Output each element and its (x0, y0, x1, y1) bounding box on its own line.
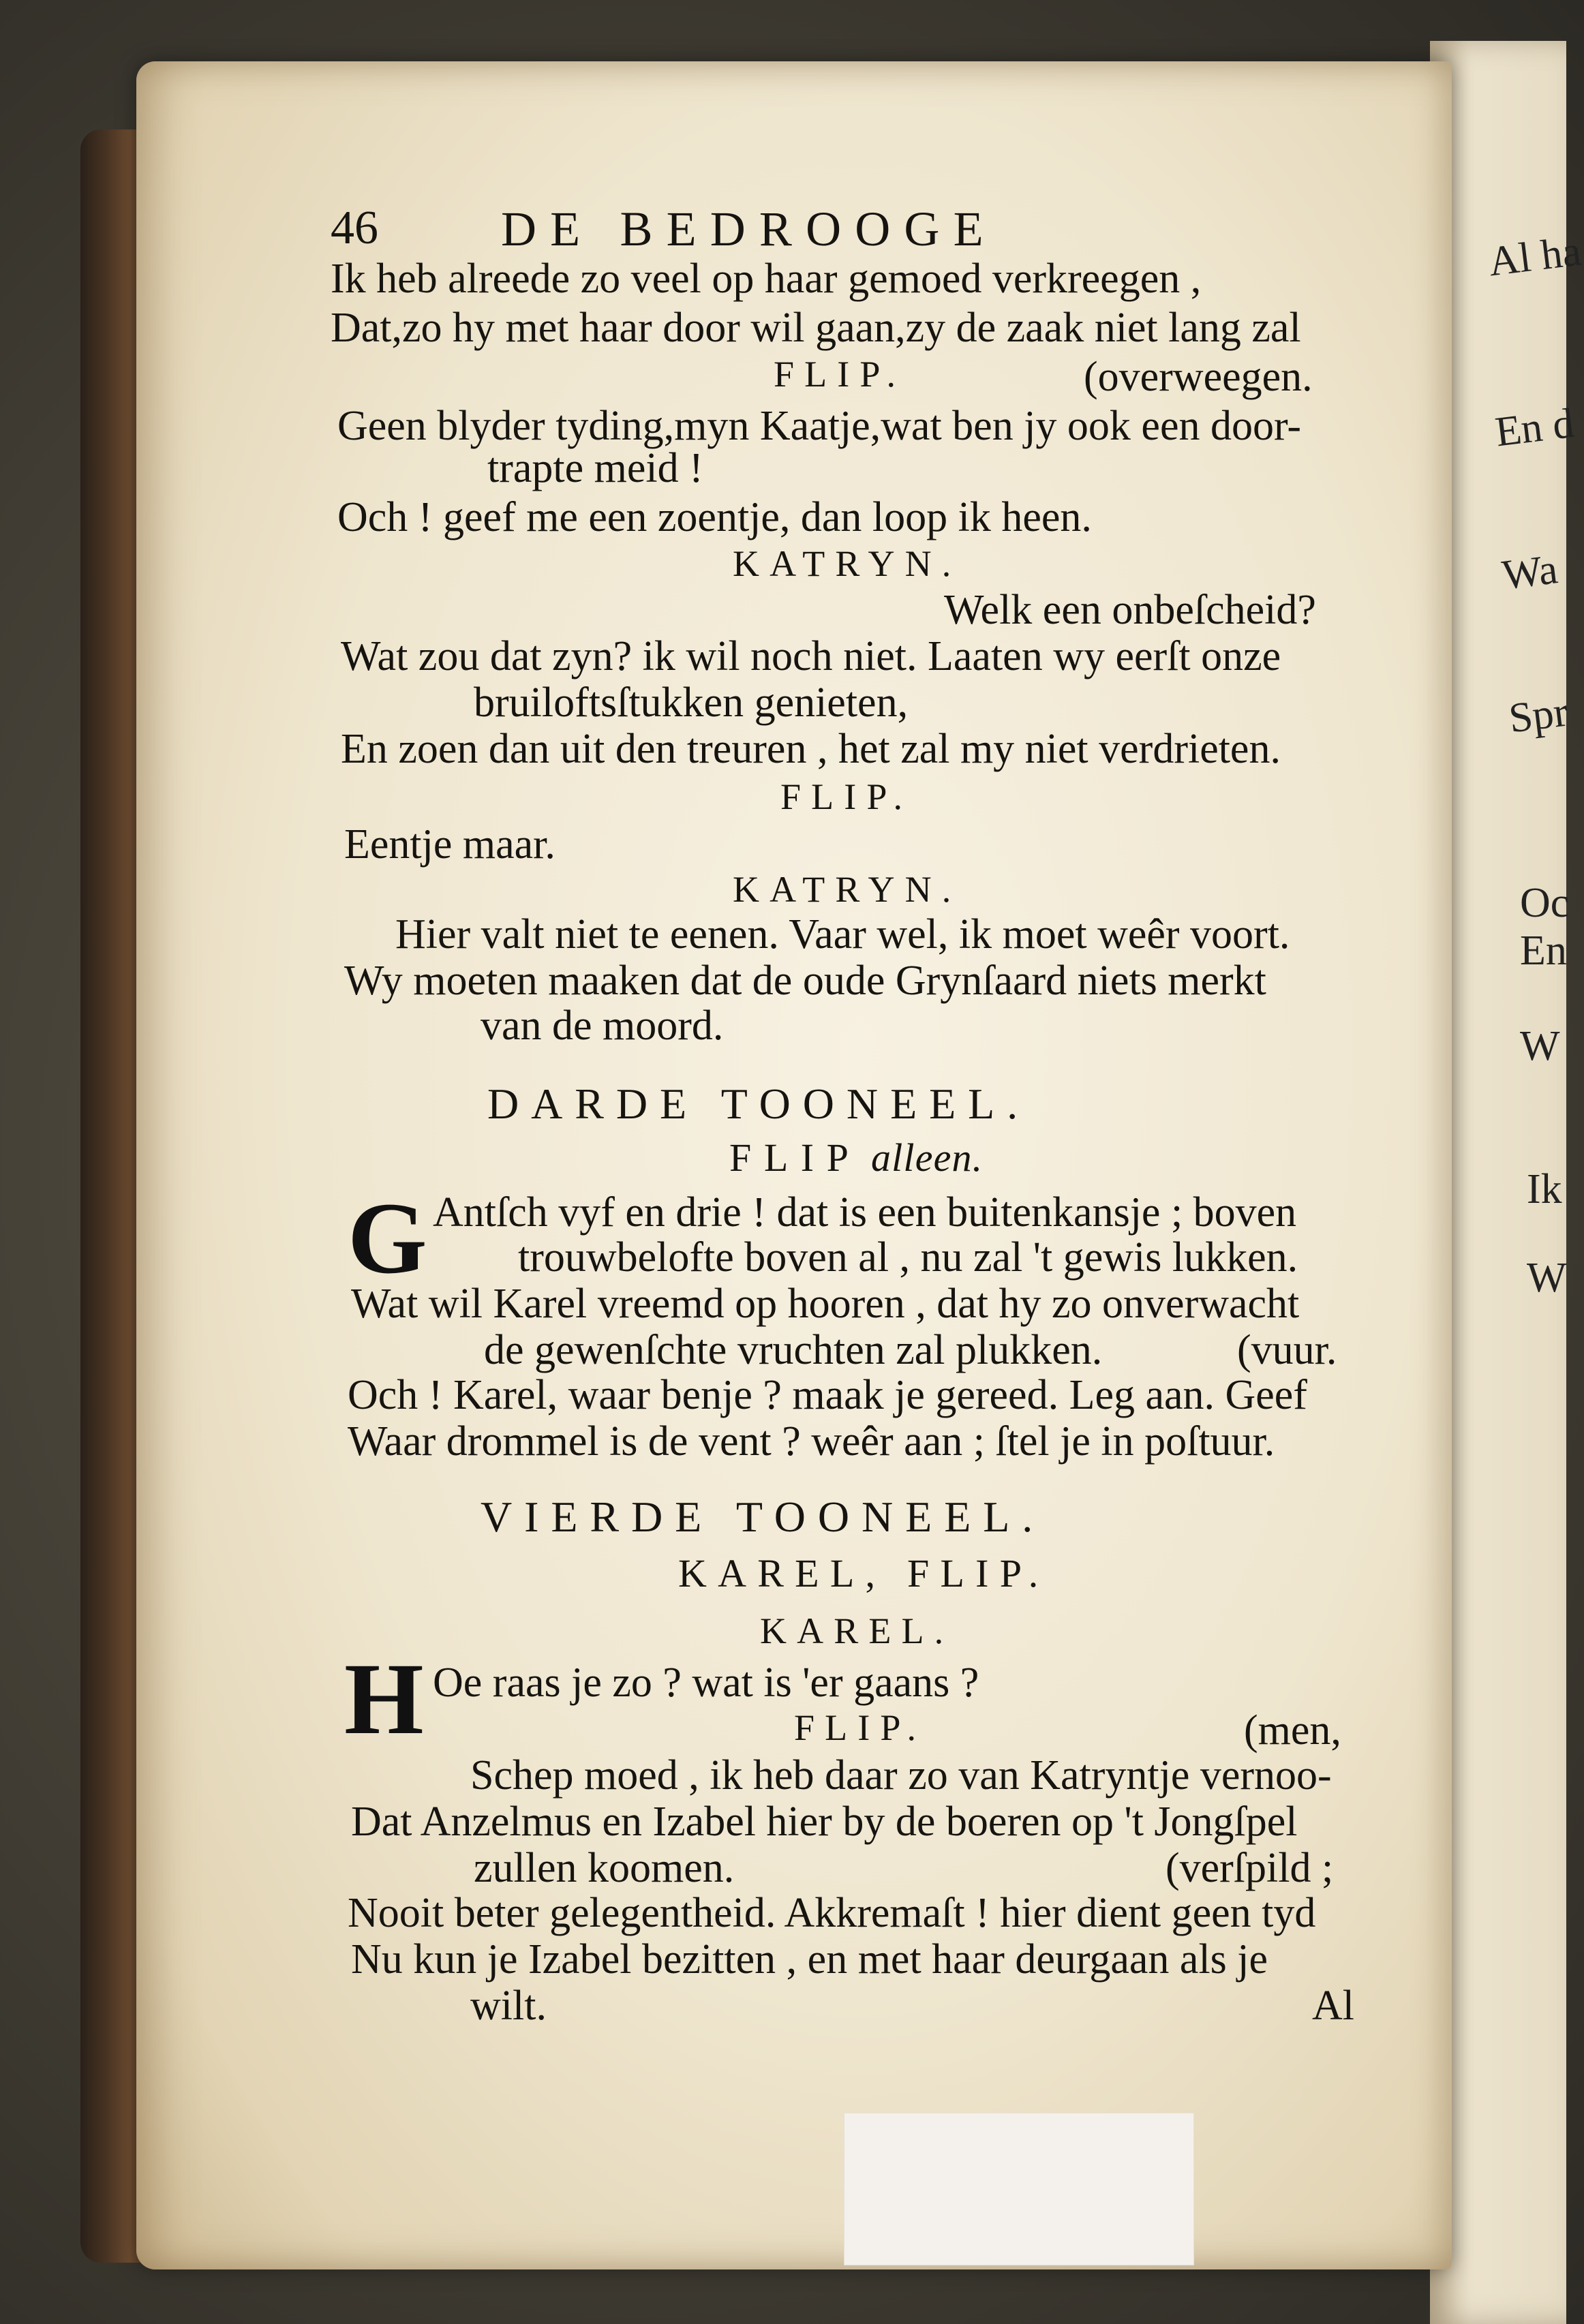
facing-page-fragment: Oc (1520, 880, 1570, 926)
library-label-patch (844, 2113, 1194, 2265)
verse-line: Nooit beter gelegentheid. Akkremaſt ! hier dient geen tyd (348, 1890, 1316, 1936)
page-number: 46 (331, 202, 378, 254)
verse-line: Wat wil Karel vreemd op hooren , dat hy zo onverwacht (351, 1281, 1300, 1327)
verse-line: Schep moed , ik heb daar zo van Katryntje vernoo- (470, 1752, 1332, 1799)
scene-heading: VIERDE TOONEEL. (481, 1493, 1046, 1541)
verse-line: wilt. (470, 1983, 547, 2029)
stage-direction: alleen. (871, 1135, 984, 1180)
facing-page-fragment: W (1520, 1023, 1560, 1069)
speaker-name: FLIP. (780, 776, 913, 817)
facing-page-fragment: Ik (1527, 1166, 1562, 1212)
verse-line: bruiloftsſtukken genieten, (474, 679, 909, 726)
verse-line: Welk een onbeſcheid? (944, 587, 1316, 633)
scene-cast (729, 1135, 984, 1180)
facing-page-fragment: Wa (1499, 546, 1560, 599)
verse-line: Wat zou dat zyn? ik wil noch niet. Laaten wy eerſt onze (341, 633, 1281, 679)
verse-line: Dat Anzelmus en Izabel hier by de boeren op 't Jongſpel (351, 1799, 1298, 1845)
catchword: Al (1312, 1983, 1354, 2029)
verse-line: trouwbelofte boven al , nu zal 't gewis lukken. (518, 1234, 1298, 1281)
verse-line: Hier valt niet te eenen. Vaar wel, ik moet weêr voort. (395, 911, 1290, 958)
speaker-name: KAREL. (760, 1610, 954, 1651)
verse-line: Nu kun je Izabel bezitten , en met haar deurgaan als je (351, 1936, 1268, 1983)
verse-line: Geen blyder tyding,myn Kaatje,wat ben jy ook een door- (337, 403, 1302, 449)
running-head: DE BEDROOGE (501, 202, 997, 256)
verse-line: zullen koomen. (474, 1845, 735, 1891)
verse-line: de gewenſchte vruchten zal plukken. (484, 1327, 1103, 1373)
verse-line: Waar drommel is de vent ? weêr aan ; ſtel je in poſtuur. (348, 1418, 1275, 1465)
speaker-name: KATRYN. (733, 543, 962, 584)
stage-direction: (overweegen. (1084, 354, 1313, 400)
verse-line: Antſch vyf en drie ! dat is een buitenkansje ; boven (433, 1189, 1297, 1236)
facing-page-fragment: En (1520, 928, 1567, 974)
verse-line: Ik heb alreede zo veel op haar gemoed verkreegen , (331, 256, 1202, 302)
facing-page-fragment: En d (1493, 399, 1577, 456)
speaker-name: FLIP (729, 1135, 862, 1180)
drop-cap: H (344, 1642, 424, 1756)
speaker-name: FLIP. (774, 354, 907, 395)
stage-direction: (vuur. (1237, 1327, 1337, 1373)
facing-page-fragment: Al ha (1486, 228, 1584, 286)
stage-direction: (verſpild ; (1166, 1845, 1334, 1891)
verse-line: Och ! geef me een zoentje, dan loop ik heen. (337, 494, 1092, 540)
scene-heading: DARDE TOONEEL. (487, 1080, 1031, 1128)
verse-line: Wy moeten maaken dat de oude Grynſaard niets merkt (344, 958, 1266, 1004)
speaker-name: KATRYN. (733, 869, 962, 910)
verse-line: Eentje maar. (344, 821, 555, 868)
verse-line: Och ! Karel, waar benje ? maak je gereed. Leg aan. Geef (348, 1372, 1307, 1418)
verse-line: En zoen dan uit den treuren , het zal my niet verdrieten. (341, 726, 1281, 772)
drop-cap: G (348, 1182, 427, 1295)
facing-page-fragment: W (1527, 1255, 1567, 1301)
verse-line: Dat,zo hy met haar door wil gaan,zy de zaak niet lang zal (331, 305, 1301, 351)
speaker-name: FLIP. (794, 1707, 927, 1748)
scene-cast: KAREL, FLIP. (678, 1551, 1050, 1595)
verse-line: van de moord. (481, 1003, 724, 1049)
verse-line: Oe raas je zo ? wat is 'er gaans ? (433, 1660, 979, 1706)
facing-page-fragment: Spr (1506, 688, 1570, 742)
verse-line: trapte meid ! (487, 445, 703, 491)
stage-direction: (men, (1244, 1707, 1341, 1754)
